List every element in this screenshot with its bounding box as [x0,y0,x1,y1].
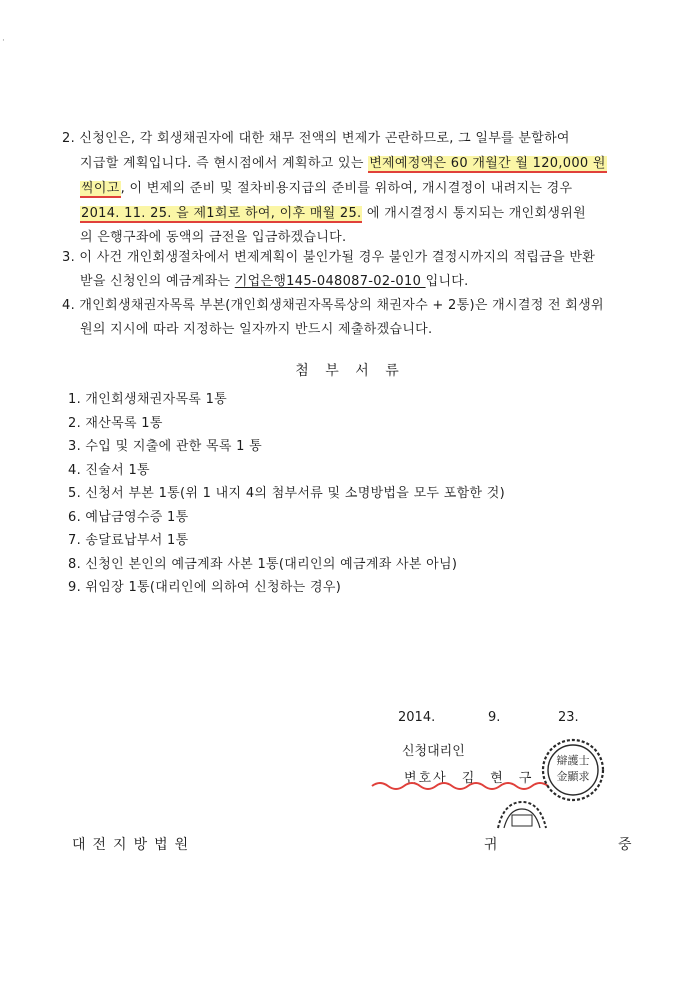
date-year: 2014. [398,710,436,725]
first-payment-date-highlight: 2014. 11. 25. 을 제1회로 하여, 이후 매월 25. [81,206,362,221]
clause-4-line-1: 4. 개인회생채권자목록 부본(개인회생채권자목록상의 채권자수 + 2통)은 개시결정 전 회생위 [62,298,604,313]
clause-4-line-2: 원의 지시에 따라 지정하는 일자까지 반드시 제출하겠습니다. [80,322,433,337]
clause-2-line-1: 2. 신청인은, 각 회생채권자에 대한 채무 전액의 변제가 곤란하므로, 그 일부를 분할하여 [62,131,570,146]
date-month: 9. [488,710,501,725]
clause-2-line-5: 의 은행구좌에 동액의 금전을 입금하겠습니다. [80,230,347,245]
attachment-item: 4. 진술서 1통 [68,462,150,478]
attachment-item: 9. 위임장 1통(대리인에 의하여 신청하는 경우) [68,580,342,595]
honorific-jung: 중 [618,837,632,853]
agent-label: 신청대리인 [402,744,465,759]
attachment-item: 7. 송달료납부서 1통 [68,533,189,548]
attorney-seal-stamp [540,737,606,803]
clause-3-line-2: 받을 신청인의 예금계좌는 기업은행145-048087-02-010 입니다. [80,274,469,289]
attachment-item: 1. 개인회생채권자목록 1통 [68,392,228,407]
clause-2-line-4: 2014. 11. 25. 을 제1회로 하여, 이후 매월 25. 에 개시결정시 통지되는 개인회생위원 [81,206,586,221]
red-pen-underline [370,778,550,792]
bank-account-number: 기업은행145-048087-02-010 [234,274,426,289]
attachment-item: 3. 수입 및 지출에 관한 목록 1 통 [68,439,263,454]
seal-text-bottom: 金顯求 [556,770,590,783]
honorific-gwi: 귀 [484,837,498,853]
clause-2-line-3: 씩이고, 이 변제의 준비 및 절차비용지급의 준비를 위하여, 개시결정이 내려지는 경우 [81,181,573,196]
margin-mark: · [2,36,5,46]
attorney-name: 변호사 김 현 구 [404,771,534,786]
repayment-suffix-highlight: 씩이고 [81,181,120,196]
court-name: 대전지방법원 [72,837,196,853]
clause-3-line-1: 3. 이 사건 개인회생절차에서 변제계획이 불인가될 경우 불인가 결정시까지의 적립금을 반환 [62,250,596,265]
repayment-amount-highlight: 변제예정액은 60 개월간 월 120,000 원 [369,156,606,171]
attachment-item: 6. 예납금영수증 1통 [68,509,189,525]
attachments-title: 첨 부 서 류 [295,363,405,379]
attachments-list [68,388,505,600]
partial-seal-stamp [492,798,552,834]
date-day: 23. [558,710,579,725]
seal-text-top: 辯護士 [556,754,590,767]
attachment-item: 8. 신청인 본인의 예금계좌 사본 1통(대리인의 예금계좌 사본 아님) [68,556,458,572]
attachment-item: 5. 신청서 부본 1통(위 1 내지 4의 첨부서류 및 소명방법을 모두 포함한 것) [68,486,505,501]
attachment-item: 2. 재산목록 1통 [68,415,163,431]
clause-2-line-2: 지급할 계획입니다. 즉 현시점에서 계획하고 있는 변제예정액은 60 개월간 월 120,000 원 [80,156,606,171]
filing-date [398,710,579,725]
